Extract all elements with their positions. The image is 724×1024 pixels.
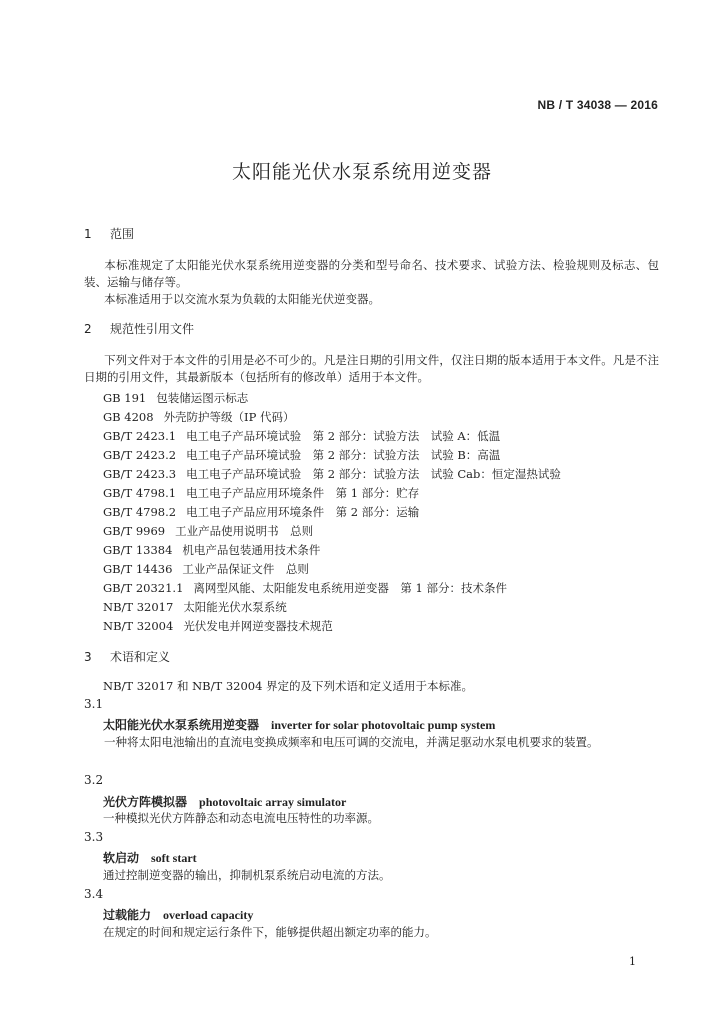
- reference-item: NB/T 32004 光伏发电并网逆变器技术规范: [103, 619, 333, 633]
- term-en: overload capacity: [163, 908, 254, 922]
- term-en: photovoltaic array simulator: [199, 795, 347, 809]
- term-definition: 在规定的时间和规定运行条件下，能够提供超出额定功率的能力。: [103, 925, 437, 939]
- section-title: 范围: [110, 227, 135, 241]
- term-heading: [103, 716, 495, 733]
- reference-item: GB/T 4798.2 电工电子产品应用环境条件 第 2 部分：运输: [103, 505, 420, 519]
- page-number: 1: [629, 955, 636, 968]
- reference-item: GB 191 包装储运图示标志: [103, 391, 249, 405]
- reference-item: GB/T 2423.3 电工电子产品环境试验 第 2 部分：试验方法 试验 Cab：恒定湿热试验: [103, 467, 561, 481]
- section-1-heading: [84, 227, 134, 242]
- term-zh: 光伏方阵模拟器: [103, 795, 188, 809]
- section-1-paragraph-1: 本标准规定了太阳能光伏水泵系统用逆变器的分类和型号命名、技术要求、试验方法、检验规则及标志、包装、运输与储存等。: [84, 258, 659, 289]
- reference-item: GB/T 4798.1 电工电子产品应用环境条件 第 1 部分：贮存: [103, 486, 420, 500]
- term-number: 3.4: [84, 887, 104, 901]
- section-2-heading: [84, 322, 194, 337]
- section-3-intro: NB/T 32017 和 NB/T 32004 界定的及下列术语和定义适用于本标准。: [103, 679, 474, 693]
- section-number: 1: [84, 227, 92, 241]
- term-definition: 通过控制逆变器的输出，抑制机泵系统启动电流的方法。: [103, 868, 391, 882]
- term-number: 3.1: [84, 697, 104, 711]
- reference-item: GB/T 2423.2 电工电子产品环境试验 第 2 部分：试验方法 试验 B：高温: [103, 448, 501, 462]
- term-en: soft start: [151, 851, 197, 865]
- standard-code: NB / T 34038 — 2016: [537, 98, 658, 112]
- reference-item: GB/T 20321.1 离网型风能、太阳能发电系统用逆变器 第 1 部分：技术条件: [103, 581, 508, 595]
- section-number: 3: [84, 650, 92, 664]
- term-heading: [103, 906, 253, 923]
- term-en: inverter for solar photovoltaic pump system: [271, 718, 496, 732]
- term-definition: 一种模拟光伏方阵静态和动态电流电压特性的功率源。: [103, 811, 379, 825]
- section-3-heading: [84, 650, 170, 665]
- document-title: 太阳能光伏水泵系统用逆变器: [231, 161, 492, 183]
- reference-item: NB/T 32017 太阳能光伏水泵系统: [103, 600, 287, 614]
- reference-item: GB/T 14436 工业产品保证文件 总则: [103, 562, 309, 576]
- term-zh: 软启动: [103, 851, 140, 865]
- term-number: 3.2: [84, 773, 104, 787]
- term-number: 3.3: [84, 830, 104, 844]
- section-number: 2: [84, 322, 92, 336]
- section-title: 术语和定义: [110, 650, 171, 664]
- term-heading: [103, 793, 346, 810]
- term-zh: 过载能力: [103, 908, 152, 922]
- reference-item: GB 4208 外壳防护等级（IP 代码）: [103, 410, 295, 424]
- reference-item: GB/T 2423.1 电工电子产品环境试验 第 2 部分：试验方法 试验 A：低温: [103, 429, 501, 443]
- reference-item: GB/T 13384 机电产品包装通用技术条件: [103, 543, 321, 557]
- term-zh: 太阳能光伏水泵系统用逆变器: [103, 718, 260, 732]
- term-heading: [103, 849, 197, 866]
- section-2-intro: 下列文件对于本文件的引用是必不可少的。凡是注日期的引用文件，仅注日期的版本适用于本文件。凡是不注日期的引用文件，其最新版本（包括所有的修改单）适用于本文件。: [84, 353, 659, 384]
- section-title: 规范性引用文件: [110, 322, 195, 336]
- section-1-paragraph-2: 本标准适用于以交流水泵为负载的太阳能光伏逆变器。: [104, 292, 380, 306]
- reference-item: GB/T 9969 工业产品使用说明书 总则: [103, 524, 314, 538]
- term-definition: 一种将太阳电池输出的直流电变换成频率和电压可调的交流电，并满足驱动水泵电机要求的装置。: [104, 735, 599, 749]
